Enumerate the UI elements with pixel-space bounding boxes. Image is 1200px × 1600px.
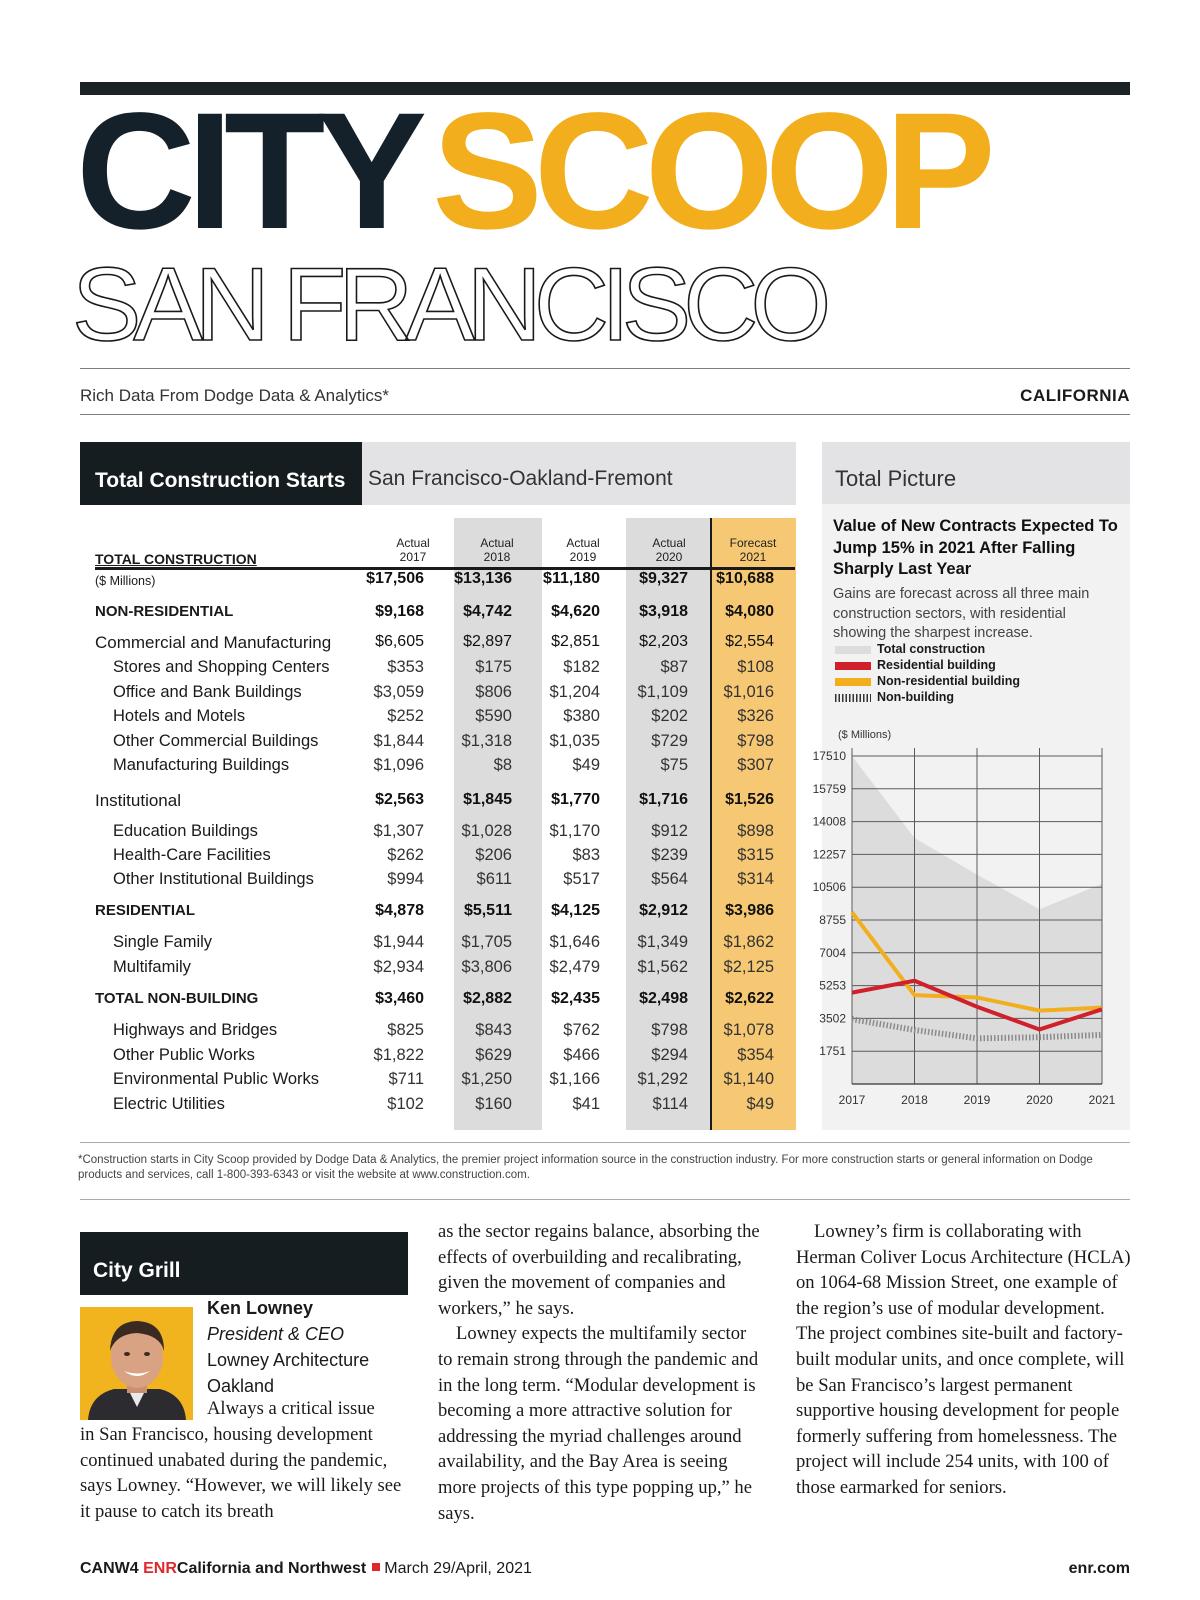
column-header-type: Actual bbox=[566, 536, 600, 550]
author-role: President & CEO bbox=[207, 1324, 345, 1344]
legend-item bbox=[835, 690, 1115, 706]
column-header bbox=[370, 536, 456, 564]
row-value: $1,944 bbox=[373, 933, 424, 951]
table-row bbox=[0, 732, 800, 754]
row-value: $2,563 bbox=[375, 791, 424, 808]
row-value: $17,506 bbox=[366, 570, 424, 587]
row-label: ($ Millions) bbox=[95, 574, 156, 588]
row-value: $898 bbox=[737, 822, 774, 840]
row-value: $611 bbox=[476, 870, 512, 888]
table-row bbox=[0, 1095, 800, 1117]
table-row bbox=[0, 1021, 800, 1043]
table-title bbox=[80, 442, 362, 505]
row-value: $798 bbox=[651, 1021, 688, 1039]
row-value: $4,620 bbox=[551, 603, 600, 620]
table-row bbox=[0, 633, 800, 655]
row-value: $6,605 bbox=[375, 633, 424, 650]
column-header-year: 2019 bbox=[569, 550, 597, 564]
row-value: $2,479 bbox=[549, 958, 600, 976]
column-header-year: 2020 bbox=[655, 550, 683, 564]
x-tick-label: 2020 bbox=[1026, 1093, 1053, 1107]
row-value: $2,851 bbox=[551, 633, 600, 650]
row-value: $1,844 bbox=[373, 732, 424, 750]
edition-name: California and Northwest bbox=[176, 1560, 367, 1577]
table-row bbox=[0, 933, 800, 955]
row-value: $49 bbox=[572, 756, 600, 774]
table-row bbox=[0, 756, 800, 778]
page-footer bbox=[80, 1560, 532, 1578]
row-value: $3,806 bbox=[461, 958, 512, 976]
y-tick-label: 17510 bbox=[812, 749, 846, 763]
row-value: $4,878 bbox=[375, 902, 424, 919]
row-value: $10,688 bbox=[716, 570, 774, 587]
legend-swatch bbox=[835, 662, 871, 670]
row-value: $2,622 bbox=[725, 990, 774, 1007]
legend-item bbox=[835, 674, 1115, 690]
site-url: enr.com bbox=[1068, 1560, 1130, 1577]
y-tick-label: 8755 bbox=[819, 913, 846, 927]
row-value: $3,986 bbox=[725, 902, 774, 919]
row-value: $75 bbox=[660, 756, 688, 774]
row-value: $798 bbox=[737, 732, 774, 750]
row-value: $353 bbox=[387, 658, 424, 676]
row-value: $380 bbox=[563, 707, 600, 725]
region-label: CALIFORNIA bbox=[1020, 386, 1130, 405]
row-label: Multifamily bbox=[113, 958, 191, 976]
legend-item bbox=[835, 642, 1115, 658]
table-row bbox=[0, 846, 800, 868]
y-tick-label: 10506 bbox=[812, 880, 846, 895]
row-label: Other Public Works bbox=[113, 1046, 255, 1064]
tagline: Rich Data From Dodge Data & Analytics* bbox=[80, 386, 389, 405]
row-value: $1,250 bbox=[461, 1070, 512, 1088]
row-value: $8 bbox=[493, 756, 512, 774]
row-value: $3,460 bbox=[375, 990, 424, 1007]
row-label: Other Institutional Buildings bbox=[113, 870, 314, 888]
row-value: $2,498 bbox=[639, 990, 688, 1007]
row-value: $1,526 bbox=[725, 791, 774, 808]
row-value: $160 bbox=[475, 1095, 512, 1113]
row-value: $182 bbox=[563, 658, 600, 676]
row-value: $1,716 bbox=[639, 791, 688, 808]
row-value: $2,897 bbox=[463, 633, 512, 650]
row-value: $825 bbox=[387, 1021, 424, 1039]
row-value: $2,203 bbox=[639, 633, 688, 650]
row-value: $1,166 bbox=[549, 1070, 600, 1088]
author-city: Oakland bbox=[207, 1376, 275, 1396]
row-value: $13,136 bbox=[454, 570, 512, 587]
row-label: Single Family bbox=[113, 933, 213, 951]
row-value: $4,080 bbox=[725, 603, 774, 620]
row-value: $2,934 bbox=[373, 958, 424, 976]
legend-swatch bbox=[835, 678, 871, 686]
table-row bbox=[0, 707, 800, 729]
y-tick-label: 5253 bbox=[819, 978, 846, 993]
divider bbox=[80, 1199, 1130, 1200]
row-value: $2,882 bbox=[463, 990, 512, 1007]
row-label: Electric Utilities bbox=[113, 1095, 225, 1113]
y-tick-label: 15759 bbox=[812, 781, 846, 796]
row-value: $1,349 bbox=[637, 933, 688, 951]
section-header-text: City Grill bbox=[93, 1259, 181, 1282]
row-value: $11,180 bbox=[543, 570, 600, 587]
y-tick-label: 1751 bbox=[819, 1044, 846, 1059]
table-row bbox=[0, 822, 800, 844]
row-label: Institutional bbox=[95, 791, 181, 810]
portrait-photo bbox=[80, 1307, 193, 1420]
row-value: $1,770 bbox=[551, 791, 600, 808]
row-label: Environmental Public Works bbox=[113, 1070, 320, 1088]
table-row bbox=[0, 658, 800, 680]
masthead-title bbox=[76, 79, 987, 264]
column-header bbox=[710, 536, 796, 564]
chart-units: ($ Millions) bbox=[838, 729, 892, 741]
row-label: Office and Bank Buildings bbox=[113, 683, 302, 701]
row-value: $2,435 bbox=[551, 990, 600, 1007]
table-row bbox=[0, 791, 800, 813]
row-value: $114 bbox=[652, 1095, 688, 1113]
row-value: $629 bbox=[475, 1046, 512, 1064]
column-header bbox=[540, 536, 626, 564]
row-value: $1,035 bbox=[549, 732, 600, 750]
legend-label: Residential building bbox=[877, 658, 996, 672]
row-value: $2,912 bbox=[639, 902, 688, 919]
x-tick-label: 2017 bbox=[838, 1093, 866, 1107]
column-header bbox=[454, 536, 540, 564]
row-label: Hotels and Motels bbox=[113, 707, 246, 725]
legend-item bbox=[835, 658, 1115, 674]
column-header bbox=[626, 536, 712, 564]
row-value: $1,170 bbox=[549, 822, 600, 840]
row-value: $1,109 bbox=[637, 683, 688, 701]
row-value: $108 bbox=[737, 658, 774, 676]
row-value: $1,705 bbox=[461, 933, 512, 951]
row-label: Health-Care Facilities bbox=[113, 846, 271, 864]
row-value: $4,742 bbox=[463, 603, 512, 620]
row-value: $262 bbox=[387, 846, 424, 864]
panel-title: Value of New Contracts Expected To Jump 15% in 2021 After Falling Sharply Last Year bbox=[833, 517, 1118, 578]
row-label: NON-RESIDENTIAL bbox=[95, 603, 234, 620]
total-construction-label: TOTAL CONSTRUCTION bbox=[95, 551, 257, 567]
section-header bbox=[80, 1232, 408, 1295]
divider bbox=[80, 1142, 1130, 1143]
row-value: $1,096 bbox=[373, 756, 424, 774]
table-row bbox=[0, 990, 800, 1012]
row-value: $2,125 bbox=[723, 958, 774, 976]
row-value: $326 bbox=[737, 707, 774, 725]
column-header-year: 2021 bbox=[739, 550, 767, 564]
masthead-scoop: SCOOP bbox=[432, 79, 987, 264]
row-value: $83 bbox=[572, 846, 600, 864]
row-value: $5,511 bbox=[463, 902, 512, 919]
row-label: TOTAL NON-BUILDING bbox=[95, 990, 259, 1007]
table-row bbox=[0, 870, 800, 892]
row-value: $762 bbox=[563, 1021, 600, 1039]
separator-square bbox=[372, 1563, 380, 1571]
portrait-image bbox=[80, 1307, 193, 1420]
row-value: $2,554 bbox=[725, 633, 774, 650]
x-tick-label: 2021 bbox=[1088, 1093, 1116, 1107]
row-value: $1,318 bbox=[461, 732, 512, 750]
row-value: $9,327 bbox=[639, 570, 688, 587]
article-column-2 bbox=[438, 1219, 763, 1526]
row-value: $1,016 bbox=[723, 683, 774, 701]
row-value: $1,822 bbox=[373, 1046, 424, 1064]
panel-description: Gains are forecast across all three main construction sectors, with residential showing the sharpest increase. bbox=[833, 586, 1090, 641]
x-tick-label: 2018 bbox=[901, 1093, 928, 1107]
row-value: $307 bbox=[737, 756, 774, 774]
row-value: $912 bbox=[651, 822, 688, 840]
row-value: $41 bbox=[572, 1095, 600, 1113]
legend-swatch bbox=[835, 646, 871, 654]
row-value: $1,204 bbox=[549, 683, 600, 701]
table-title-text: Total Construction Starts bbox=[95, 469, 346, 492]
table-row bbox=[0, 902, 800, 924]
masthead-city: CITY bbox=[76, 79, 419, 264]
legend-swatch bbox=[835, 694, 871, 702]
row-value: $3,059 bbox=[373, 683, 424, 701]
y-tick-label: 3502 bbox=[819, 1011, 846, 1026]
row-label: Education Buildings bbox=[113, 822, 258, 840]
divider bbox=[80, 414, 1130, 415]
row-label: RESIDENTIAL bbox=[95, 902, 196, 919]
table-row bbox=[0, 958, 800, 980]
brand-name: ENR bbox=[143, 1560, 177, 1577]
author-company: Lowney Architecture bbox=[207, 1350, 370, 1370]
y-tick-label: 14008 bbox=[812, 814, 846, 829]
row-value: $1,646 bbox=[549, 933, 600, 951]
row-value: $239 bbox=[651, 846, 688, 864]
row-value: $3,918 bbox=[639, 603, 688, 620]
masthead-location: SAN FRANCISCO bbox=[72, 247, 824, 363]
row-label: Other Commercial Buildings bbox=[113, 732, 319, 750]
x-tick-label: 2019 bbox=[963, 1093, 991, 1107]
row-value: $1,140 bbox=[723, 1070, 774, 1088]
table-row bbox=[0, 683, 800, 705]
row-value: $314 bbox=[737, 870, 774, 888]
row-value: $729 bbox=[651, 732, 688, 750]
row-value: $4,125 bbox=[551, 902, 600, 919]
legend-label: Non-residential building bbox=[877, 674, 1021, 688]
row-value: $843 bbox=[475, 1021, 512, 1039]
column-header-type: Actual bbox=[396, 536, 430, 550]
table-row bbox=[0, 1046, 800, 1068]
column-header-type: Forecast bbox=[729, 536, 777, 550]
panel-header bbox=[822, 442, 1130, 504]
row-value: $87 bbox=[660, 658, 688, 676]
row-value: $564 bbox=[651, 870, 688, 888]
row-value: $711 bbox=[388, 1070, 424, 1088]
row-value: $102 bbox=[387, 1095, 424, 1113]
legend-label: Total construction bbox=[877, 642, 986, 656]
row-value: $1,307 bbox=[373, 822, 424, 840]
row-value: $202 bbox=[651, 707, 688, 725]
article-column-3: Lowney’s firm is collaborating with Herman Coliver Locus Architecture (HCLA) on 1064-68 Mission Street, one example of the region’s use of modular development. The project combines site-built and factory-built modular units, and once complete, will be San Francisco’s largest permanent supportive housing development for people formerly suffering from homelessness. The project will include 254 units, with 100 of those earmarked for seniors. bbox=[796, 1221, 1131, 1498]
footnote: *Construction starts in City Scoop provided by Dodge Data & Analytics, the premier project information source in the construction industry. For more construction starts or general information on Dodge products and services, call 1-800-393-6343 or visit the website at www.construction.com. bbox=[78, 1154, 1093, 1181]
row-value: $294 bbox=[651, 1046, 688, 1064]
table-row bbox=[0, 603, 800, 625]
row-value: $466 bbox=[563, 1046, 600, 1064]
row-value: $994 bbox=[387, 870, 424, 888]
table-row bbox=[0, 1070, 800, 1092]
y-tick-label: 7004 bbox=[819, 945, 846, 960]
article-column-1: in San Francisco, housing development continued unabated during the pandemic, says Lowney. “However, we will likely see it pause to catch its breath bbox=[80, 1424, 402, 1522]
row-label: Highways and Bridges bbox=[113, 1021, 278, 1039]
legend-label: Non-building bbox=[877, 690, 955, 704]
column-header-type: Actual bbox=[480, 536, 514, 550]
row-value: $175 bbox=[475, 658, 512, 676]
table-row bbox=[0, 570, 800, 592]
y-tick-label: 12257 bbox=[812, 847, 846, 862]
panel-header-text: Total Picture bbox=[835, 466, 957, 491]
article-lead: Always a critical issue bbox=[207, 1398, 375, 1419]
row-value: $354 bbox=[737, 1046, 774, 1064]
table-area-text: San Francisco-Oakland-Fremont bbox=[368, 467, 673, 490]
row-label: Manufacturing Buildings bbox=[113, 756, 290, 774]
row-value: $806 bbox=[475, 683, 512, 701]
row-value: $1,292 bbox=[637, 1070, 688, 1088]
table-area bbox=[362, 442, 796, 505]
row-value: $1,028 bbox=[461, 822, 512, 840]
row-value: $590 bbox=[475, 707, 512, 725]
column-header-year: 2017 bbox=[399, 550, 427, 564]
row-label: Commercial and Manufacturing bbox=[95, 633, 332, 652]
article-paragraph: as the sector regains balance, absorbing the effects of overbuilding and recalibrating, given the movement of companies and workers,” he says. bbox=[438, 1221, 760, 1319]
issue-date: March 29/April, 2021 bbox=[384, 1560, 532, 1577]
line-chart bbox=[812, 740, 1130, 1110]
row-value: $1,078 bbox=[723, 1021, 774, 1039]
row-value: $315 bbox=[737, 846, 774, 864]
row-value: $9,168 bbox=[375, 603, 424, 620]
article-paragraph: Lowney expects the multifamily sector to remain strong through the pandemic and in the long term. “Modular development is becoming a more attractive solution for addressing the myriad challenges around availability, and the Bay Area is seeing more projects of this type popping up,” he says. bbox=[438, 1323, 759, 1524]
row-value: $1,562 bbox=[637, 958, 688, 976]
row-value: $1,845 bbox=[463, 791, 512, 808]
row-value: $517 bbox=[563, 870, 600, 888]
row-value: $49 bbox=[746, 1095, 774, 1113]
divider bbox=[80, 368, 1130, 369]
page-number: CANW4 bbox=[80, 1560, 139, 1577]
column-header-year: 2018 bbox=[483, 550, 511, 564]
row-value: $206 bbox=[475, 846, 512, 864]
column-header-type: Actual bbox=[652, 536, 686, 550]
row-value: $252 bbox=[387, 707, 424, 725]
author-name: Ken Lowney bbox=[207, 1298, 314, 1318]
row-value: $1,862 bbox=[723, 933, 774, 951]
row-label: Stores and Shopping Centers bbox=[113, 658, 330, 676]
